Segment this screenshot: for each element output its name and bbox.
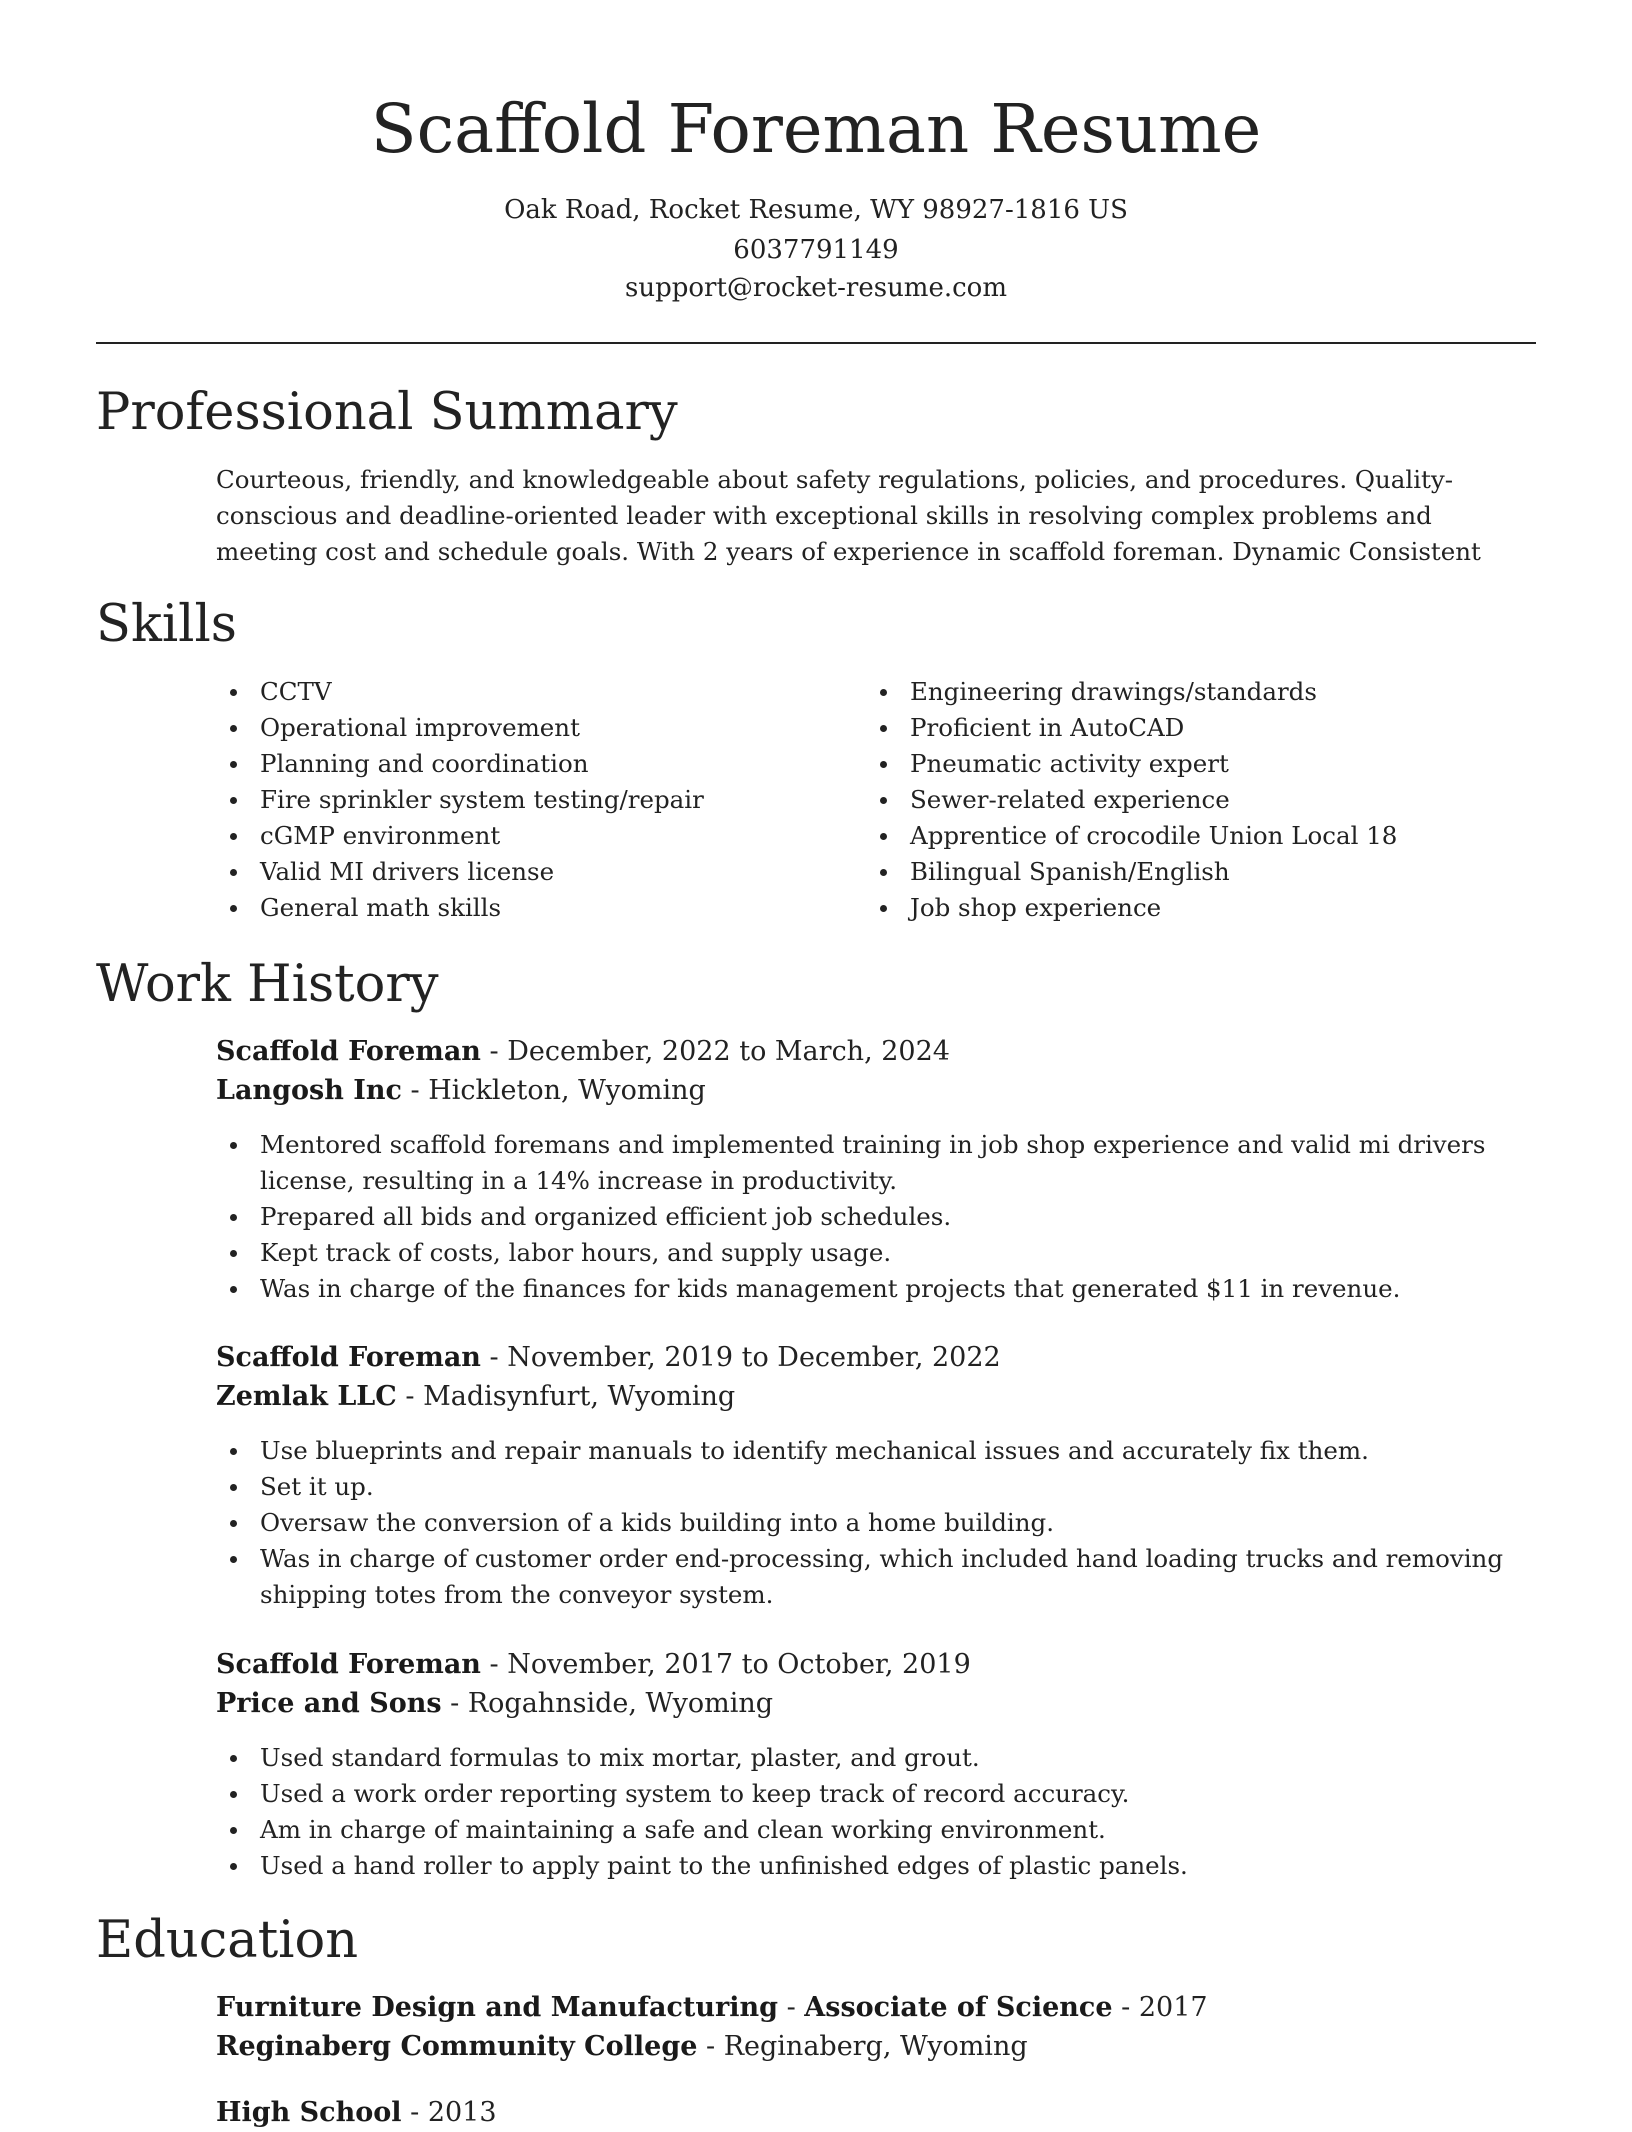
job-company: Price and Sons [216,1688,442,1719]
job-bullet: Prepared all bids and organized efficient job schedules. [260,1199,1536,1235]
education-heading: Education [96,1911,359,1970]
job-company-line: Zemlak LLC - Madisynfurt, Wyoming [216,1381,736,1412]
skill-item: Planning and coordination [260,746,860,782]
skill-item: Engineering drawings/standards [910,674,1510,710]
education-field: Furniture Design and Manufacturing [216,1992,778,2023]
education-field: High School [216,2097,402,2128]
job-location: Madisynfurt, Wyoming [423,1381,736,1412]
education-school-line: Reginaberg Community College - Reginaberg, Wyoming [216,2031,1028,2062]
job-bullet: Am in charge of maintaining a safe and clean working environment. [260,1812,1536,1848]
job-bullet: Was in charge of customer order end-processing, which included hand loading trucks and removing shipping totes from the conveyor system. [260,1541,1536,1613]
education-year: 2017 [1138,1992,1208,2023]
skill-item: Valid MI drivers license [260,854,860,890]
job-location: Rogahnside, Wyoming [467,1688,774,1719]
job-bullet: Use blueprints and repair manuals to identify mechanical issues and accurately fix them. [260,1433,1536,1469]
job-dates: December, 2022 to March, 2024 [507,1036,950,1067]
summary-text: Courteous, friendly, and knowledgeable about safety regulations, policies, and procedures. Quality-conscious and deadline-oriented leader with exceptional skills in resolving complex problems and meeting cost and schedule goals. With 2 years of experience in scaffold foreman. Dynamic Consistent [216,465,1481,566]
job-title-line: Scaffold Foreman - December, 2022 to March, 2024 [216,1036,950,1067]
job-bullet: Set it up. [260,1469,1536,1505]
job-title-line: Scaffold Foreman - November, 2019 to December, 2022 [216,1342,1001,1373]
job-company-line: Langosh Inc - Hickleton, Wyoming [216,1075,706,1106]
education-school: Reginaberg Community College [216,2031,698,2062]
job-bullet: Used a work order reporting system to keep track of record accuracy. [260,1776,1536,1812]
skill-item: Bilingual Spanish/English [910,854,1510,890]
job-company: Zemlak LLC [216,1381,397,1412]
skill-item: Operational improvement [260,710,860,746]
education-degree: Associate of Science [804,1992,1113,2023]
job-bullet: Was in charge of the finances for kids management projects that generated $11 in revenue. [260,1271,1536,1307]
skills-heading: Skills [96,595,237,654]
header-divider [96,342,1536,344]
education-location: Reginaberg, Wyoming [723,2031,1028,2062]
job-dates: November, 2019 to December, 2022 [507,1342,1001,1373]
job-bullet: Kept track of costs, labor hours, and supply usage. [260,1235,1536,1271]
skill-item: General math skills [260,890,860,926]
skills-list-left [260,674,860,926]
job-company-line: Price and Sons - Rogahnside, Wyoming [216,1688,774,1719]
skill-item: Proficient in AutoCAD [910,710,1510,746]
contact-email: support@rocket-resume.com [624,273,1007,303]
job-company: Langosh Inc [216,1075,402,1106]
page-title: Scaffold Foreman Resume [370,90,1262,168]
job-bullets [260,1127,1536,1307]
skill-item: Sewer-related experience [910,782,1510,818]
job-bullet: Mentored scaffold foremans and implemented training in job shop experience and valid mi drivers license, resulting in a 14% increase in productivity. [260,1127,1536,1199]
job-bullets [260,1433,1536,1613]
job-bullets [260,1740,1536,1884]
skill-item: Job shop experience [910,890,1510,926]
education-year: 2013 [427,2097,497,2128]
skills-list-right [910,674,1510,926]
skill-item: CCTV [260,674,860,710]
education-degree-line: High School - 2013 [216,2097,497,2128]
work-history-heading: Work History [96,955,439,1014]
skill-item: cGMP environment [260,818,860,854]
skill-item: Pneumatic activity expert [910,746,1510,782]
skill-item: Apprentice of crocodile Union Local 18 [910,818,1510,854]
job-title: Scaffold Foreman [216,1649,481,1680]
contact-address: Oak Road, Rocket Resume, WY 98927-1816 US [504,195,1128,225]
job-bullet: Oversaw the conversion of a kids building into a home building. [260,1505,1536,1541]
education-degree-line: Furniture Design and Manufacturing - Associate of Science - 2017 [216,1992,1208,2023]
contact-phone: 6037791149 [733,235,899,265]
job-location: Hickleton, Wyoming [428,1075,706,1106]
skill-item: Fire sprinkler system testing/repair [260,782,860,818]
job-title: Scaffold Foreman [216,1036,481,1067]
job-bullet: Used standard formulas to mix mortar, plaster, and grout. [260,1740,1536,1776]
summary-heading: Professional Summary [96,383,678,442]
job-dates: November, 2017 to October, 2019 [507,1649,971,1680]
job-bullet: Used a hand roller to apply paint to the unfinished edges of plastic panels. [260,1848,1536,1884]
job-title: Scaffold Foreman [216,1342,481,1373]
job-title-line: Scaffold Foreman - November, 2017 to October, 2019 [216,1649,971,1680]
